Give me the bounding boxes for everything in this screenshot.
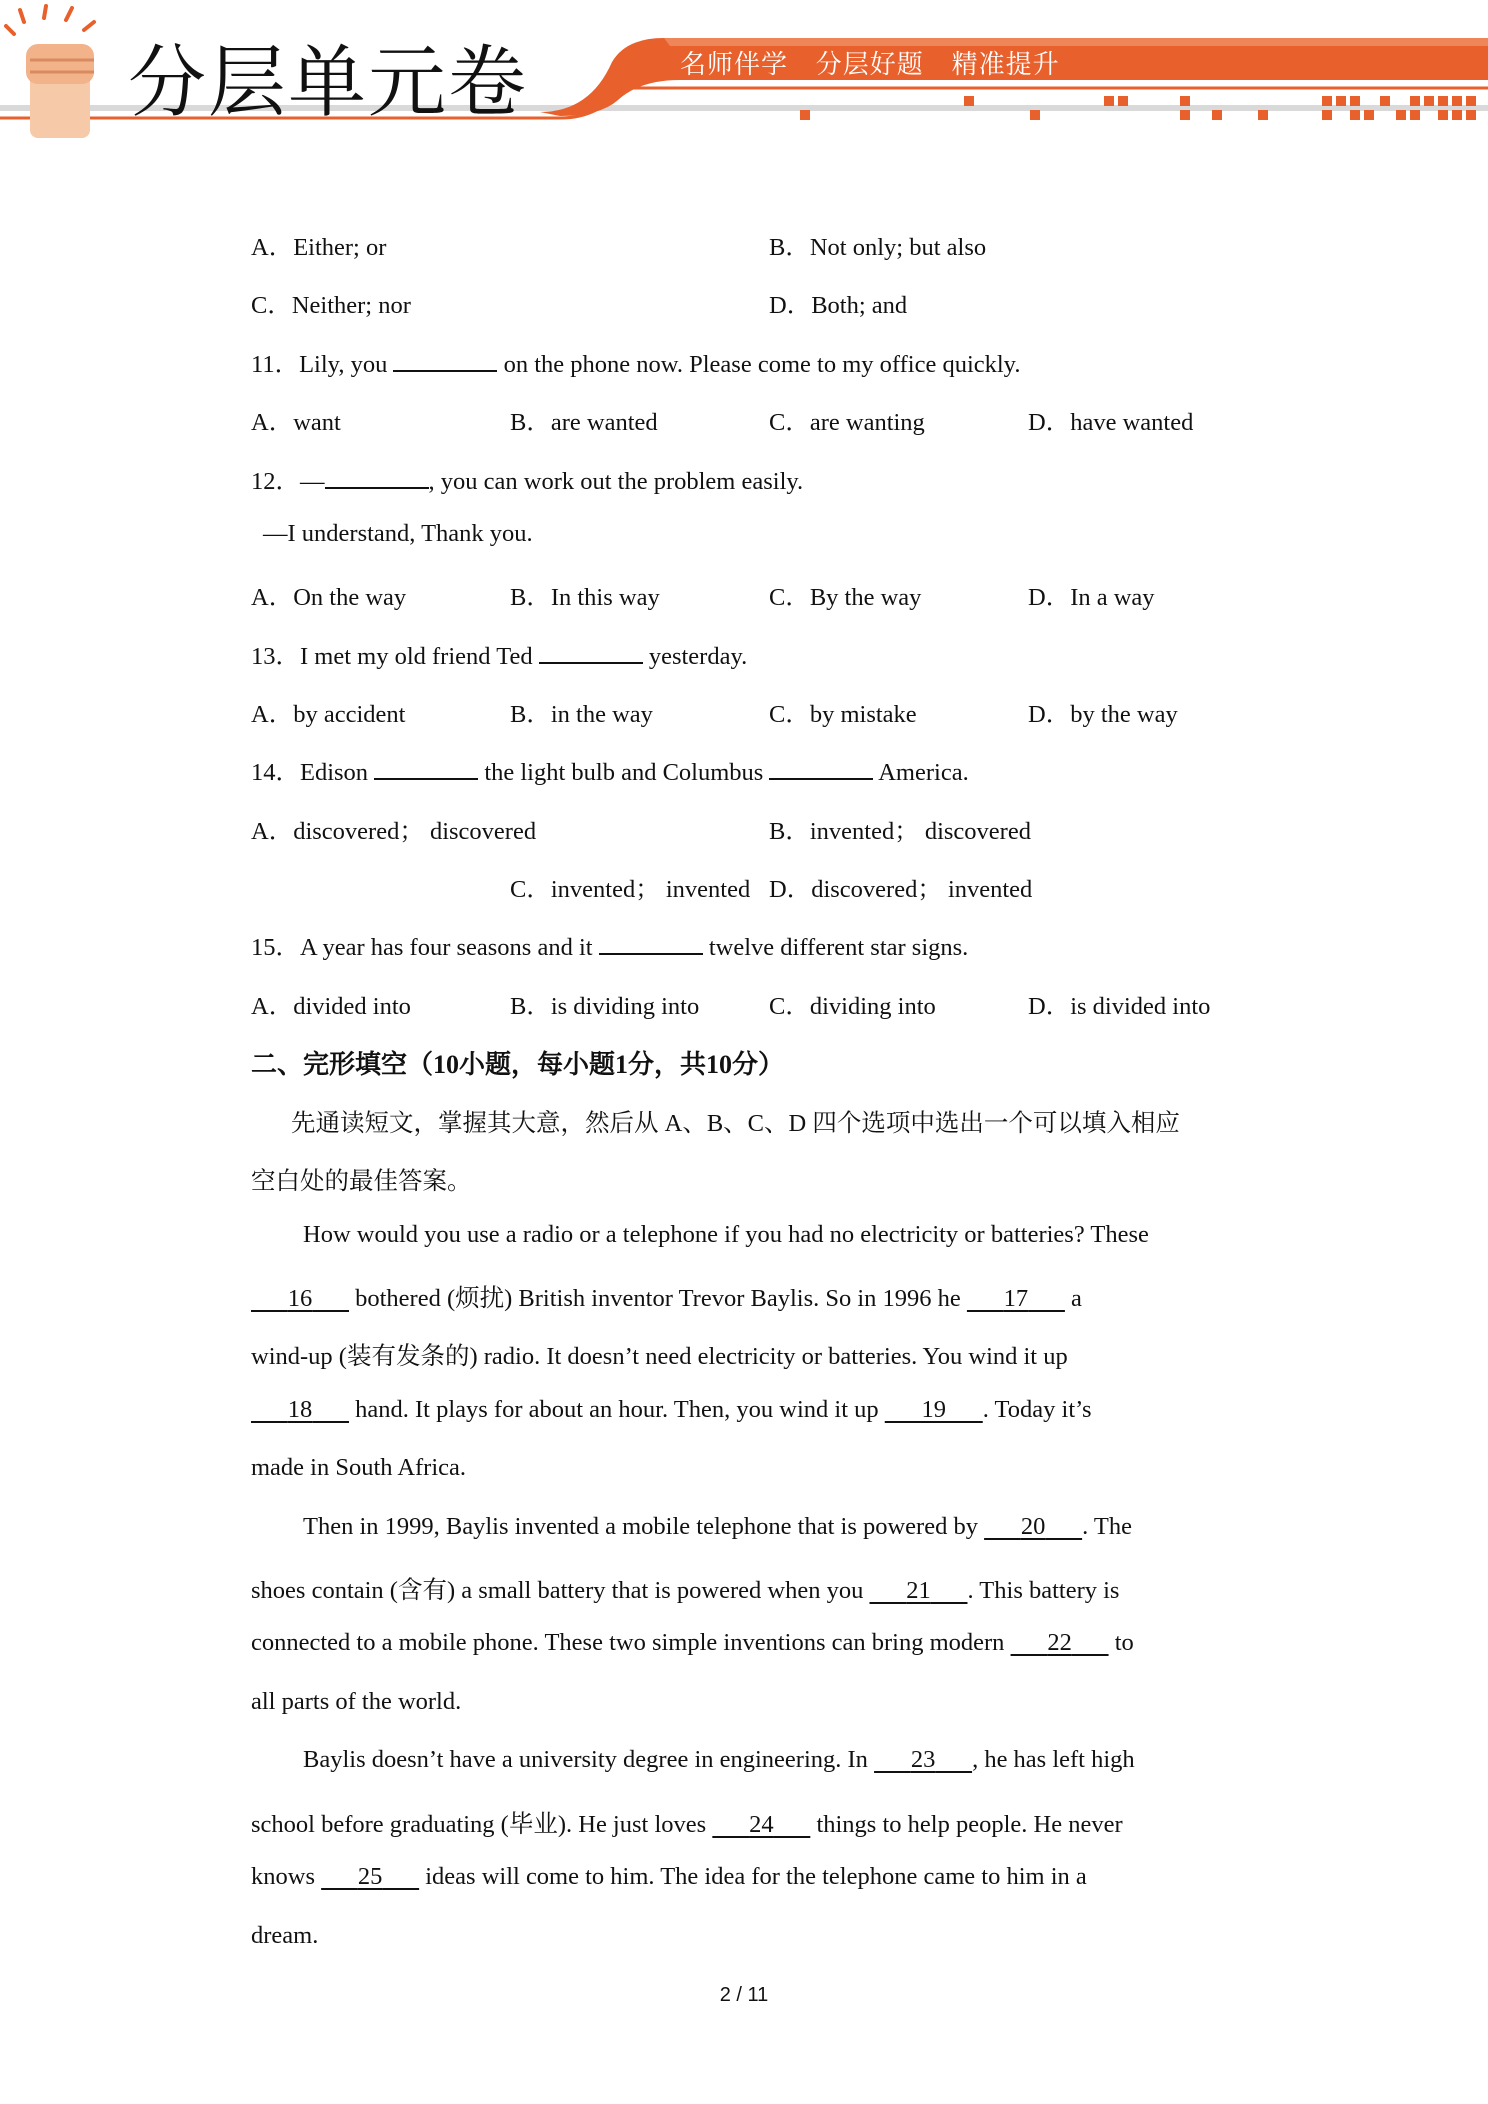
q15-stem bbox=[251, 928, 968, 963]
q10-option-a: A．Either; or bbox=[251, 234, 387, 261]
q12-option-c: C．By the way bbox=[769, 584, 922, 611]
q12-stem-post: , you can work out the problem easily. bbox=[428, 468, 804, 495]
blank-17: 17 bbox=[1003, 1285, 1029, 1312]
q11-stem-pre: 11．Lily, you bbox=[251, 351, 394, 378]
q14-blank-1 bbox=[374, 756, 478, 780]
q10-option-d: D．Both; and bbox=[769, 292, 908, 319]
q13-stem bbox=[251, 637, 747, 672]
q14-stem bbox=[251, 753, 969, 788]
q14-option-b: B．invented； discovered bbox=[769, 818, 1031, 845]
q11-stem bbox=[251, 345, 1020, 380]
q13-option-d: D．by the way bbox=[1028, 701, 1178, 728]
q12-reply: —I understand, Thank you. bbox=[263, 520, 533, 547]
header-slogan: 名师伴学 分层好题 精准提升 bbox=[680, 50, 1060, 80]
q15-option-b: B．is dividing into bbox=[510, 993, 700, 1020]
blank-21: 21 bbox=[906, 1577, 931, 1604]
q13-stem-post: yesterday. bbox=[642, 643, 748, 670]
blank-25: 25 bbox=[357, 1863, 383, 1890]
q11-option-d: D．have wanted bbox=[1028, 409, 1194, 436]
passage-p1-line3: wind-up (装有发条的) radio. It doesn’t need electricity or batteries. You wind it up bbox=[251, 1343, 1068, 1370]
q11-option-b: B．are wanted bbox=[510, 409, 658, 436]
passage-p1-line2: 16 bothered (烦扰) British inventor Trevor Baylis. So in 1996 he 17 a bbox=[251, 1279, 1082, 1314]
q13-option-b: B．in the way bbox=[510, 701, 653, 728]
q10-option-b: B．Not only; but also bbox=[769, 234, 987, 261]
page-number: 2 / 11 bbox=[719, 1984, 769, 2006]
passage-p2-line2: shoes contain (含有) a small battery that is powered when you 21 . This battery is bbox=[251, 1577, 1120, 1604]
q14-option-c: C．invented； invented bbox=[510, 876, 751, 903]
q11-option-c: C．are wanting bbox=[769, 409, 925, 436]
section-2-instruction-1: 先通读短文，掌握其大意，然后从 A、B、C、D 四个选项中选出一个可以填入相应 bbox=[291, 1110, 1180, 1137]
blank-18: 18 bbox=[287, 1396, 313, 1423]
q14-option-a: A．discovered； discovered bbox=[251, 818, 537, 845]
q14-option-d: D．discovered； invented bbox=[769, 876, 1033, 903]
q11-blank bbox=[393, 348, 497, 372]
passage-p3-line4: dream. bbox=[251, 1922, 319, 1949]
q15-option-a: A．divided into bbox=[251, 993, 411, 1020]
passage-p2-line4: all parts of the world. bbox=[251, 1688, 462, 1715]
passage-p1-line5: made in South Africa. bbox=[251, 1454, 467, 1481]
q12-option-d: D．In a way bbox=[1028, 584, 1155, 611]
q12-option-b: B．In this way bbox=[510, 584, 660, 611]
q14-stem-mid: the light bulb and Columbus bbox=[478, 759, 770, 786]
q12-stem bbox=[251, 462, 803, 497]
q13-option-a: A．by accident bbox=[251, 701, 406, 728]
brand-title: 分层单元卷 bbox=[128, 38, 529, 128]
blank-20: 20 bbox=[1020, 1513, 1046, 1540]
passage-p3-line2: school before graduating (毕业). He just loves 24 things to help people. He never bbox=[251, 1811, 1123, 1838]
q11-stem-post: on the phone now. Please come to my office quickly. bbox=[497, 351, 1021, 378]
q15-blank bbox=[599, 931, 703, 955]
section-2-title: 二、完形填空（10小题，每小题1分，共10分） bbox=[251, 1050, 785, 1079]
blank-24: 24 bbox=[749, 1811, 774, 1838]
q12-stem-pre: 12．— bbox=[251, 468, 325, 495]
q12-option-a: A．On the way bbox=[251, 584, 407, 611]
q15-option-d: D．is divided into bbox=[1028, 993, 1211, 1020]
passage-p2-line1: Then in 1999, Baylis invented a mobile telephone that is powered by 20 . The bbox=[303, 1513, 1132, 1540]
page-header bbox=[0, 0, 1488, 150]
section-2-instruction-2: 空白处的最佳答案。 bbox=[251, 1168, 472, 1195]
passage-p2-line3: connected to a mobile phone. These two simple inventions can bring modern 22 to bbox=[251, 1629, 1134, 1656]
q15-stem-pre: 15．A year has four seasons and it bbox=[251, 934, 599, 961]
q13-stem-pre: 13．I met my old friend Ted bbox=[251, 643, 539, 670]
q15-stem-post: twelve different star signs. bbox=[702, 934, 969, 961]
passage-p3-line3: knows 25 ideas will come to him. The idea for the telephone came to him in a bbox=[251, 1863, 1087, 1890]
q10-option-c: C．Neither; nor bbox=[251, 292, 411, 319]
passage-p3-line1: Baylis doesn’t have a university degree in engineering. In 23 , he has left high bbox=[303, 1746, 1135, 1773]
q15-option-c: C．dividing into bbox=[769, 993, 936, 1020]
blank-16: 16 bbox=[287, 1285, 313, 1312]
q13-blank bbox=[539, 640, 643, 664]
q11-option-a: A．want bbox=[251, 409, 341, 436]
blank-19: 19 bbox=[921, 1396, 946, 1423]
passage-p1-line4: 18 hand. It plays for about an hour. Then, you wind it up 19 . Today it’s bbox=[251, 1396, 1092, 1424]
q14-stem-post: America. bbox=[873, 759, 969, 786]
q14-blank-2 bbox=[769, 756, 873, 780]
blank-23: 23 bbox=[910, 1746, 936, 1773]
q13-option-c: C．by mistake bbox=[769, 701, 917, 728]
blank-22: 22 bbox=[1047, 1629, 1072, 1656]
q14-stem-pre: 14．Edison bbox=[251, 759, 375, 786]
passage-p1-line1: How would you use a radio or a telephone if you had no electricity or batteries? These bbox=[303, 1221, 1149, 1248]
q12-blank bbox=[325, 465, 429, 489]
